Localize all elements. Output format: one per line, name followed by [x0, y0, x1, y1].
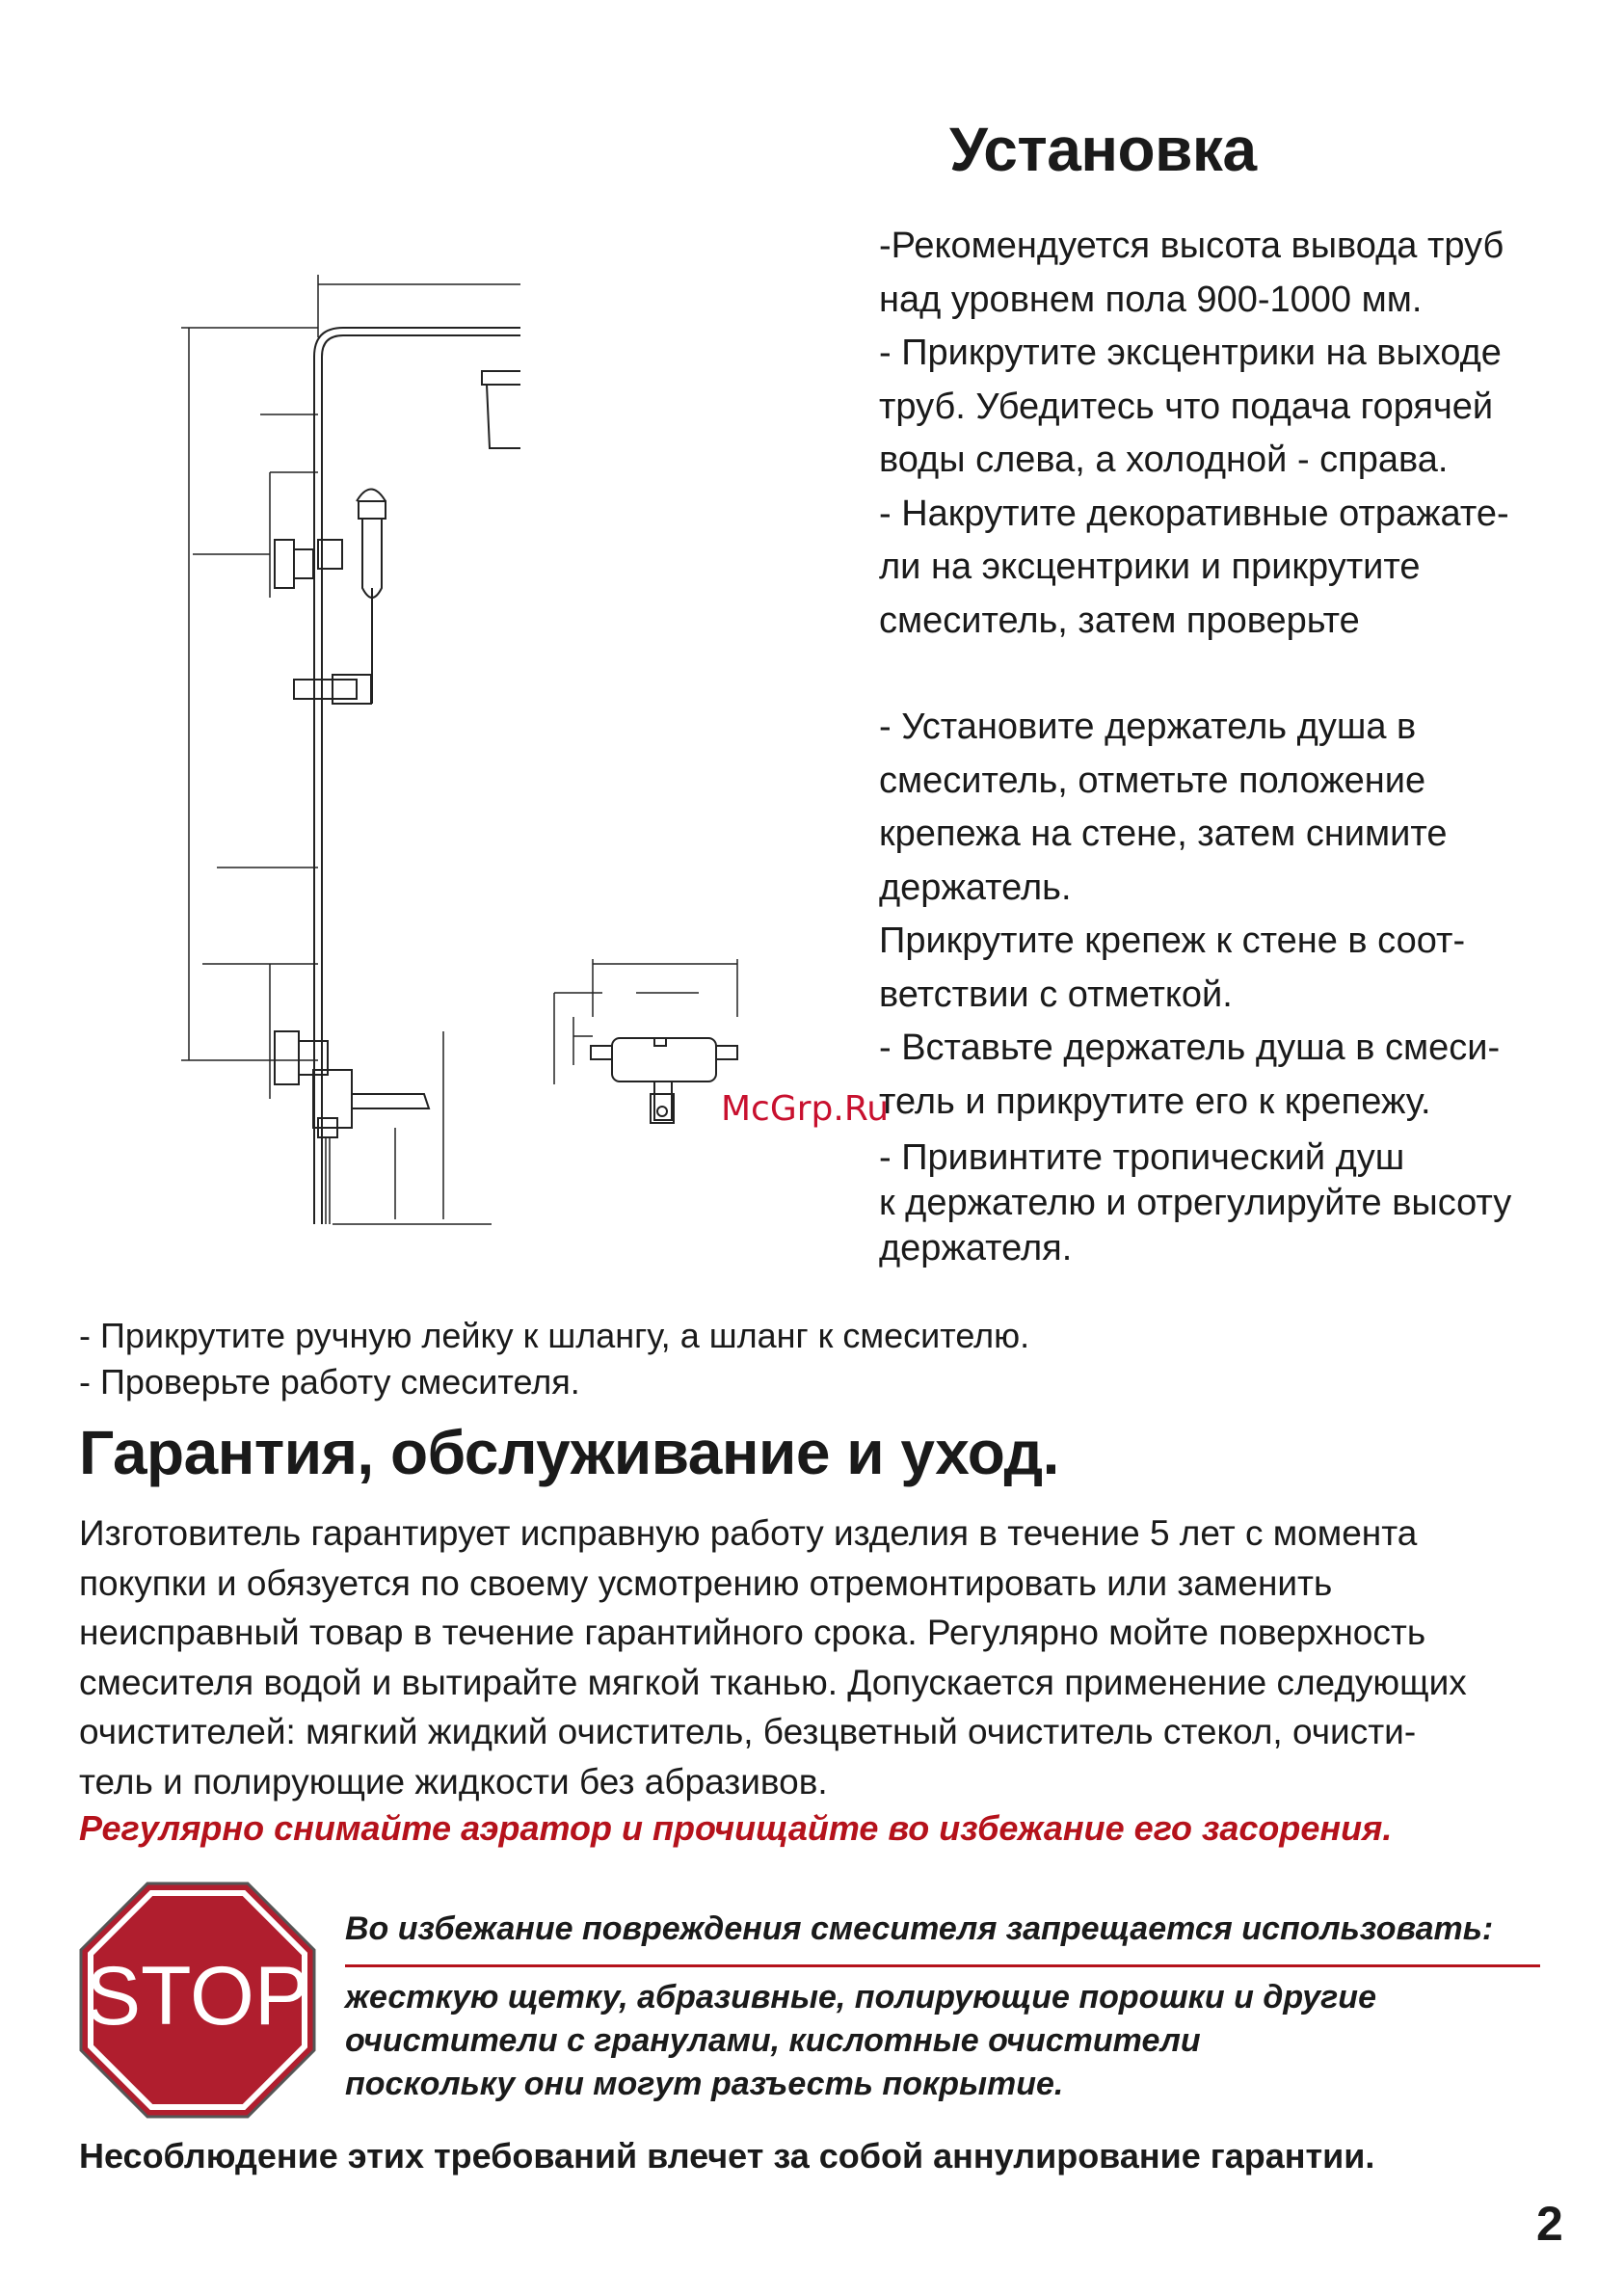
warranty-text [79, 1508, 1563, 1806]
install-step-line: держатель. [879, 867, 1072, 908]
install-steps-final [79, 1313, 1525, 1405]
prohibit-item: жесткую щетку, абразивные, полирующие порошки и другие [345, 1979, 1376, 2016]
warranty-line: тель и полирующие жидкости без абразивов. [79, 1761, 828, 1802]
prohibit-items [345, 1976, 1540, 2106]
install-step-line: - Накрутите декоративные отражате- [879, 493, 1509, 534]
install-step-line: - Прикрутите эксцентрики на выходе [879, 333, 1502, 373]
install-step-line: -Рекомендуется высота вывода труб [879, 226, 1504, 266]
stop-label: STOP [85, 1950, 310, 2042]
install-step-line: над уровнем пола 900-1000 мм. [879, 279, 1423, 320]
warranty-line: смесителя водой и вытирайте мягкой тканью. Допускается применение следующих [79, 1662, 1467, 1702]
install-step-line: держателя. [879, 1228, 1073, 1268]
install-step-line: к держателю и отрегулируйте высоту [879, 1183, 1512, 1223]
prohibit-item: очистители с гранулами, кислотные очистители [345, 2022, 1201, 2059]
page-number: 2 [1536, 2197, 1563, 2251]
install-step-line: Прикрутите крепеж к стене в соот- [879, 921, 1466, 961]
install-step-line: воды слева, а холодной - справа. [879, 440, 1449, 480]
install-step-gap [879, 648, 1573, 701]
install-step-line: тель и прикрутите его к крепежу. [879, 1081, 1431, 1122]
install-title: Установка [949, 115, 1257, 184]
divider [345, 1964, 1540, 1967]
install-step-line: - Проверьте работу смесителя. [79, 1362, 580, 1402]
dimension-lines [181, 275, 520, 1099]
prohibit-item: поскольку они могут разъесть покрытие. [345, 2066, 1064, 2102]
rain-shower-head [482, 371, 520, 448]
shower-system-diagram [173, 270, 520, 1234]
prohibit-heading: Во избежание повреждения смесителя запрещается использовать: [345, 1910, 1494, 1947]
dimension-lines [554, 959, 737, 1084]
hose [326, 1137, 330, 1224]
install-step-line: смеситель, затем проверьте [879, 600, 1360, 641]
install-step-line: - Привинтите тропический душ [879, 1137, 1405, 1178]
floor-dimension [333, 1031, 492, 1224]
watermark: McGrp.Ru [721, 1089, 890, 1129]
warranty-title: Гарантия, обслуживание и уход. [79, 1418, 1059, 1487]
stop-sign-icon [77, 1880, 318, 2121]
mixer-body [275, 1031, 429, 1137]
upper-valve [275, 540, 342, 588]
mixer-side-view-diagram [545, 959, 761, 1171]
install-step-line: крепежа на стене, затем снимите [879, 814, 1448, 854]
warranty-void-note: Несоблюдение этих требований влечет за собой аннулирование гарантии. [79, 2136, 1375, 2176]
install-step-line: смеситель, отметьте положение [879, 760, 1426, 801]
riser-pipe [314, 328, 520, 1224]
install-step-line: - Прикрутите ручную лейку к шлангу, а шланг к смесителю. [79, 1316, 1030, 1355]
install-step-line: ветствии с отметкой. [879, 974, 1233, 1015]
install-steps-tail [879, 1135, 1573, 1271]
warranty-line: неисправный товар в течение гарантийного срока. Регулярно мойте поверхность [79, 1613, 1426, 1652]
warranty-line: Изготовитель гарантирует исправную работу изделия в течение 5 лет с момента [79, 1513, 1418, 1553]
aerator-note: Регулярно снимайте аэратор и прочищайте во избежание его засорения. [79, 1808, 1393, 1848]
slide-bar-holder [294, 675, 371, 704]
warranty-line: покупки и обязуется по своему усмотрению отремонтировать или заменить [79, 1562, 1333, 1603]
install-step-line: - Вставьте держатель душа в смеси- [879, 1028, 1501, 1068]
install-step-line: ли на эксцентрики и прикрутите [879, 547, 1421, 587]
hand-shower [357, 490, 386, 705]
install-step-line: - Установите держатель душа в [879, 707, 1417, 747]
install-steps [879, 220, 1573, 1129]
install-step-line: труб. Убедитесь что подача горячей [879, 386, 1494, 427]
warranty-line: очистителей: мягкий жидкий очиститель, безцветный очиститель стекол, очисти- [79, 1712, 1417, 1751]
